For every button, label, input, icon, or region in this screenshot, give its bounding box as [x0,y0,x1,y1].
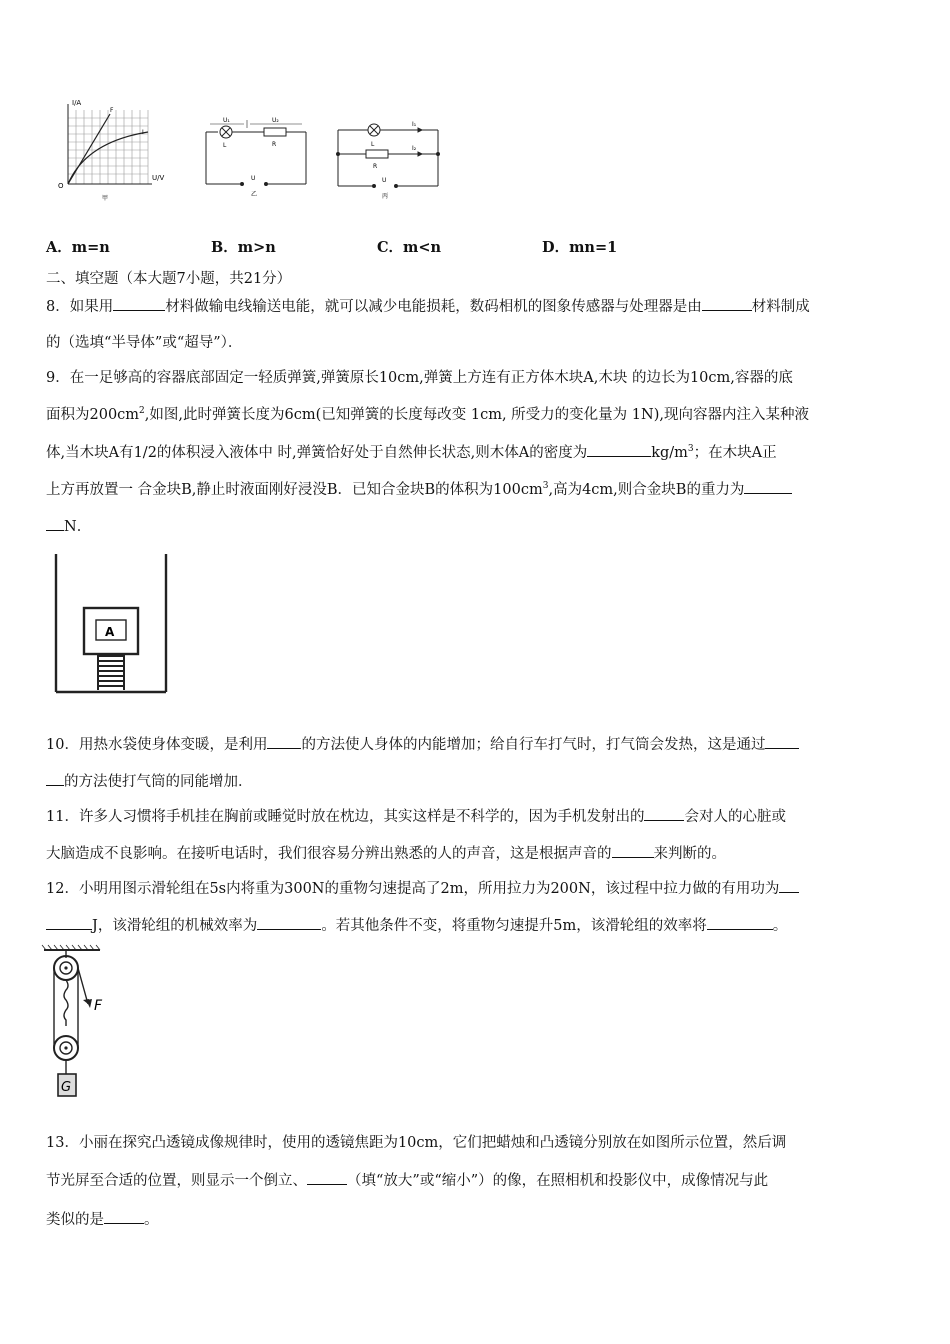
lamp-label-c: L [371,141,375,148]
q9-line-3: 体,当木块A有1/2的体积浸入液体中 时,弹簧恰好处于自然伸长状态,则木体A的密度为 $kg/m^3$；在木块A正 [46,442,777,463]
circuit-series [206,120,306,186]
answer-blank[interactable] [307,1170,347,1185]
circuit-b-caption: 乙 [251,191,258,198]
resistor-label-c: R [373,163,378,170]
curve-f [68,114,110,184]
weight-label: G [61,1080,72,1095]
answer-blank[interactable] [46,516,64,531]
curve-label-i: I [142,129,144,136]
u2-label: U₂ [272,117,279,124]
answer-blank[interactable] [267,734,301,749]
answer-blank[interactable] [744,479,792,494]
answer-blank[interactable] [587,442,651,457]
answer-blank[interactable] [707,915,773,930]
y-axis-label: I/A [72,99,82,107]
q9-line-5: N． [46,516,91,537]
pulley-figure [40,944,120,1104]
answer-blank[interactable] [779,878,799,893]
q8-line-2: 的（选填“半导体”或“超导”）． [46,335,243,351]
q9-line-1: 9．在一足够高的容器底部固定一轻质弹簧,弹簧原长10cm,弹簧上方连有正方体木块A,木块 的边长为10cm,容器的底 [46,370,793,386]
option-a: A．m=n [46,239,110,256]
block-a-label: A [105,625,115,639]
answer-blank[interactable] [46,771,64,786]
origin-label: O [58,182,64,190]
q12-line-1: 12．小明用图示滑轮组在5s内将重为300N的重物匀速提高了2m，所用拉力为200N，该过程中拉力做的有用功为 [46,878,799,899]
option-b: B．m>n [211,239,276,256]
u1-label: U₁ [223,117,230,124]
q9-line-2: 面积为$200cm^2$,如图,此时弹簧长度为6cm(已知弹簧的长度每改变 1cm, 所受力的变化量为 1N),现向容器内注入某种液 [46,406,809,423]
answer-blank[interactable] [612,843,654,858]
graph-caption: 甲 [102,195,109,202]
lamp-label: L [223,142,227,149]
answer-blank[interactable] [104,1209,144,1224]
source-label: U [251,175,256,182]
q10-line-2: 的方法使打气筒的同能增加． [46,771,253,792]
resistor-label: R [272,141,277,148]
answer-blank[interactable] [46,915,92,930]
curve-label-f: F [110,107,114,114]
q11-line-1: 11．许多人习惯将手机挂在胸前或睡觉时放在枕边，其实这样是不科学的，因为手机发射出的 会对人的心脏或 [46,806,786,827]
q13-line-3: 类似的是 。 [46,1209,159,1230]
answer-blank[interactable] [644,806,684,821]
answer-blank[interactable] [257,915,321,930]
source-label-c: U [382,177,387,184]
option-c: C．m<n [377,239,442,256]
q13-line-2: 节光屏至合适的位置，则显示一个倒立、 （填“放大”或“缩小”）的像，在照相机和投影仪中，成像情况与此 [46,1170,768,1191]
spring [98,654,124,690]
answer-blank[interactable] [113,296,165,311]
iu-graph [58,99,164,202]
q8-line-1: 8．如果用 材料做输电线输送电能，就可以减少电能损耗，数码相机的图象传感器与处理器是由 材料制成 [46,296,810,317]
q9-line-4: 上方再放置一 合金块B,静止时液面刚好浸没B．已知合金块B的体积为$100cm^3$,高为4cm,则合金块B的重力为 [46,479,792,500]
x-axis-label: U/V [152,174,165,182]
i1-label: I₁ [412,121,417,128]
i2-label: I₂ [412,145,417,152]
top-figures [40,96,460,208]
answer-blank[interactable] [702,296,752,311]
q10-line-1: 10．用热水袋使身体变暖，是利用 的方法使人身体的内能增加；给自行车打气时，打气筒会发热，这是通过 [46,734,799,755]
q11-line-2: 大脑造成不良影响。在接听电话时，我们很容易分辨出熟悉的人的声音，这是根据声音的 来判断的。 [46,843,726,864]
option-d: D．mn=1 [542,239,618,256]
answer-blank[interactable] [765,734,799,749]
container-figure [50,552,172,698]
force-label: F [94,998,103,1014]
section-heading: 二、填空题（本大题7小题，共21分） [46,271,292,287]
circuit-parallel [337,124,440,188]
circuit-c-caption: 丙 [382,193,389,200]
q12-line-2: J，该滑轮组的机械效率为 。若其他条件不变，将重物匀速提升5m，该滑轮组的效率将 。 [46,915,787,936]
q13-line-1: 13．小丽在探究凸透镜成像规律时，使用的透镜焦距为10cm，它们把蜡烛和凸透镜分别放在如图所示位置，然后调 [46,1135,787,1151]
